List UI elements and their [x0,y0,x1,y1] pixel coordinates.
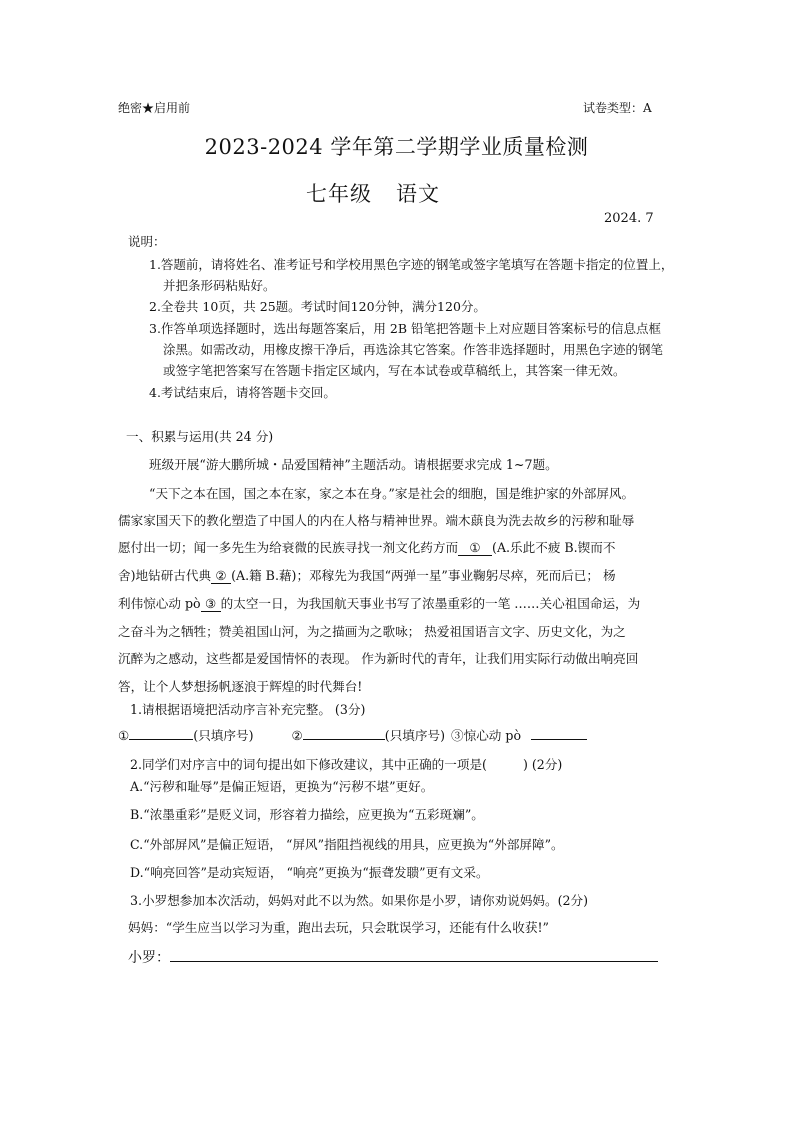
answer-line[interactable] [303,727,385,740]
instruction-line: 1.答题前，请将姓名、准考证号和学校用黑色字迹的钢笔或签字笔填写在答题卡指定的位置上， [149,257,674,272]
exam-subtitle [306,178,440,208]
xiaoluo-answer [128,947,658,967]
blank-3: ③ [201,596,221,612]
passage-line: 舍)地钻研古代典 ② (A.籍 B.藉)；邓稼先为我国“两弹一星”事业鞠躬尽瘁，死而后已； 杨 [118,568,616,583]
passage-line: 愿付出一切；闻一多先生为给衰微的民族寻找一剂文化药方而 ① (A.乐此不疲 B.锲而不 [118,540,616,555]
blank-2: ② [211,568,231,584]
instruction-line: 3.作答单项选择题时，选出每题答案后，用 2B 铅笔把答题卡上对应题目答案标号的信息点框 [149,321,662,336]
section-intro: 班级开展“游大鹏所城・品爱国精神”主题活动。请根据要求完成 1~7题。 [149,457,558,472]
grade-label: 七年级 [306,182,372,206]
subject-label: 语文 [396,182,440,206]
question-3-prompt: 3.小罗想参加本次活动，妈妈对此不以为然。如果你是小罗，请你劝说妈妈。(2分) [130,893,589,908]
passage-line: 沉醉为之感动，这些都是爱国情怀的表现。 作为新时代的青年，让我们用实际行动做出响亮回 [118,651,639,666]
passage-line: “天下之本在国，国之本在家，家之本在身。”家是社会的细胞，国是维护家的外部屏风。 [149,486,635,501]
answer-line[interactable] [129,727,193,740]
instruction-line: 4.考试结束后，请将答题卡交回。 [149,385,336,400]
question-2-prompt: 2.同学们对序言中的词句提出如下修改建议，其中正确的一项是( ) (2分) [130,757,563,772]
mom-quote: 妈妈：“学生应当以学习为重，跑出去玩，只会耽误学习，还能有什么收获!” [128,920,549,935]
instruction-line: 或签字笔把答案写在答题卡指定区域内，写在本试卷或草稿纸上，其答案一律无效。 [163,363,626,378]
answer-line[interactable] [170,947,658,962]
passage-line: 利伟惊心动 pò ③ 的太空一日，为我国航天事业书写了浓墨重彩的一笔 ……关心祖国命运，为 [118,596,641,611]
blank-1: ① [458,540,492,556]
passage-line: 儒家家国天下的教化塑造了中国人的内在人格与精神世界。端木蕻良为洗去故乡的污秽和耻辱 [118,513,635,528]
option-c: C.“外部屏风”是偏正短语， “屏风”指阻挡视线的用具，应更换为“外部屏障”。 [130,837,564,852]
section-heading: 一、积累与运用(共 24 分) [126,429,274,444]
question-1-prompt: 1.请根据语境把活动序言补充完整。 (3分) [130,702,366,717]
paper-type-label: 试卷类型：A [583,101,652,115]
confidential-label: 绝密★启用前 [118,101,191,115]
answer-line[interactable] [531,727,587,740]
exam-title: 2023-2024 学年第二学期学业质量检测 [204,135,589,159]
instruction-line: 并把条形码粘贴好。 [163,278,276,293]
option-b: B.“浓墨重彩”是贬义词，形容着力描绘，应更换为“五彩斑斓”。 [130,807,484,822]
instructions-label: 说明： [128,234,166,249]
passage-line: 之奋斗为之牺牲；赞美祖国山河，为之描画为之歌咏； 热爱祖国语言文字、历史文化，为之 [118,624,626,639]
instruction-line: 2.全卷共 10页，共 25题。考试时间120分钟，满分120分。 [149,299,486,314]
exam-date: 2024. 7 [604,211,654,226]
option-d: D.“响亮回答”是动宾短语， “响亮”更换为“振聋发聩”更有文采。 [130,865,489,880]
option-a: A.“污秽和耻辱”是偏正短语，更换为“污秽不堪”更好。 [130,779,434,794]
instruction-line: 涂黑。如需改动，用橡皮擦干净后，再选涂其它答案。作答非选择题时，用黑色字迹的钢笔 [163,342,664,357]
question-1-answers: ① (只填序号) ② (只填序号) ③惊心动 pò [118,725,587,744]
passage-line: 答，让个人梦想扬帆逐浪于辉煌的时代舞台! [118,679,363,694]
xiaoluo-label: 小罗： [128,950,170,966]
